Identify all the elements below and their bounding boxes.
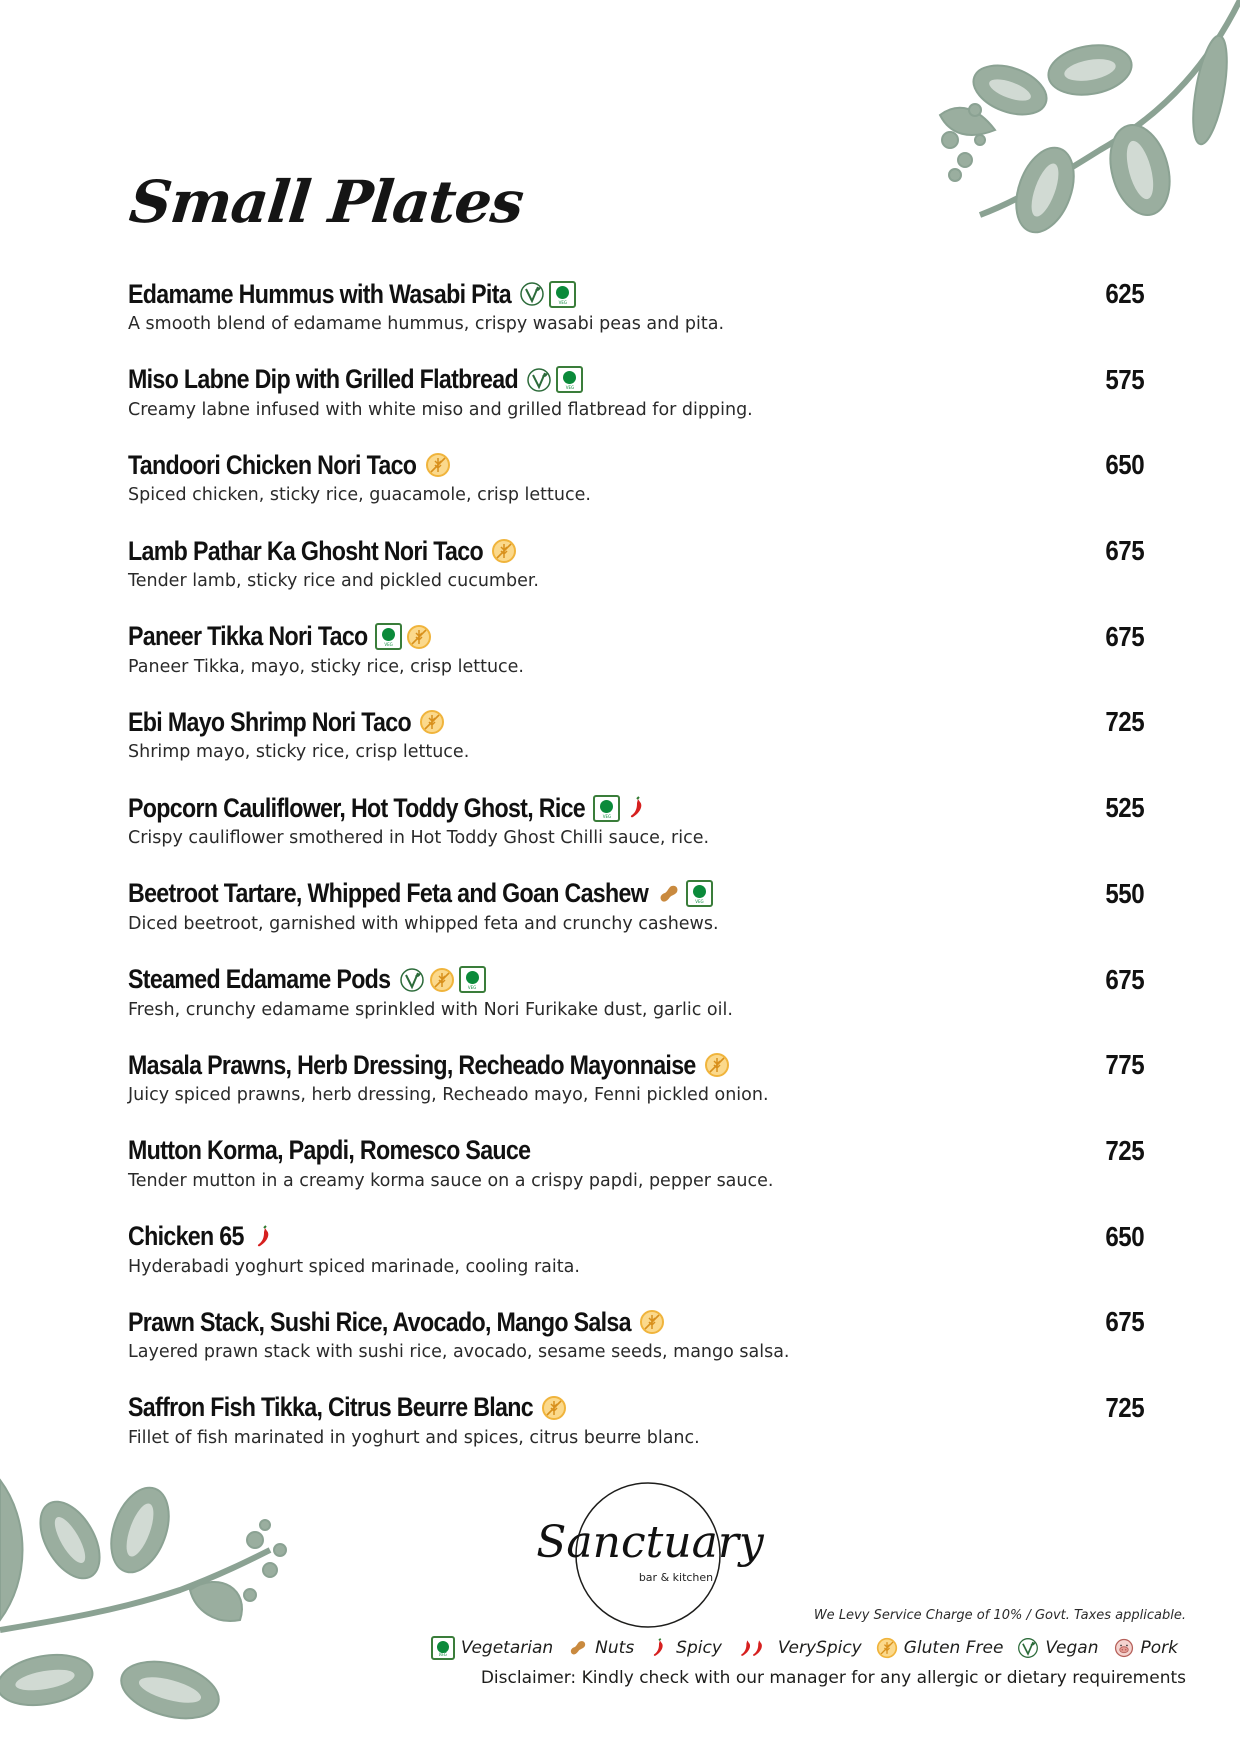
dietary-icons: [593, 795, 650, 822]
menu-item-price: 625: [1105, 278, 1144, 309]
menu-item-description: Fillet of fish marinated in yoghurt and spices, citrus beurre blanc.: [128, 1427, 700, 1448]
menu-item-title-row: [128, 790, 1144, 826]
spicy-icon: [648, 1637, 670, 1659]
gluten-free-icon: [639, 1309, 665, 1335]
veg-icon: [431, 1636, 455, 1660]
dietary-icons: [419, 709, 445, 735]
menu-item-title-row: [128, 1219, 1144, 1255]
menu-item-description: Creamy labne infused with white miso and grilled flatbread for dipping.: [128, 399, 753, 420]
pork-icon: [1113, 1637, 1135, 1659]
menu-item-name: Steamed Edamame Pods: [128, 964, 391, 994]
dietary-icons: [251, 1224, 277, 1250]
menu-item-name: Chicken 65: [128, 1221, 244, 1252]
legend-label: Gluten Free: [903, 1638, 1004, 1658]
menu-item-title-row: [128, 1047, 1144, 1083]
menu-item-title-row: [128, 1304, 1144, 1340]
menu-item-title-row: [128, 533, 1144, 569]
gluten-free-icon: [406, 624, 432, 650]
dietary-icons: [399, 966, 486, 993]
menu-item-description: Layered prawn stack with sushi rice, avocado, sesame seeds, mango salsa.: [128, 1342, 790, 1363]
menu-item-price: 525: [1105, 792, 1144, 824]
menu-item-name: Tandoori Chicken Nori Taco: [128, 449, 417, 480]
menu-item-price: 725: [1105, 706, 1144, 738]
menu-item-title-row: [128, 619, 1144, 655]
menu-item: [128, 1304, 1144, 1390]
menu-item-description: Tender mutton in a creamy korma sauce on a crispy papdi, pepper sauce.: [128, 1170, 774, 1191]
menu-item-price: 725: [1105, 1391, 1144, 1423]
menu-item-price: 650: [1105, 449, 1144, 481]
spicy-icon: [624, 795, 650, 821]
menu-item-description: Fresh, crunchy edamame sprinkled with Nori Furikake dust, garlic oil.: [128, 999, 733, 1020]
menu-item-name: Beetroot Tartare, Whipped Feta and Goan Cashew: [128, 878, 649, 909]
legend-label: Nuts: [595, 1638, 635, 1658]
very-spicy-icon: [736, 1637, 772, 1659]
menu-item: [128, 876, 1144, 962]
menu-item: [128, 362, 1144, 448]
menu-item-description: Juicy spiced prawns, herb dressing, Recheado mayo, Fenni pickled onion.: [128, 1085, 769, 1106]
menu-item-name: Prawn Stack, Sushi Rice, Avocado, Mango Salsa: [128, 1306, 631, 1337]
vegan-icon: [519, 281, 545, 307]
gluten-free-icon: [541, 1395, 567, 1421]
menu-item-price: 650: [1105, 1220, 1144, 1252]
menu-item: [128, 533, 1144, 619]
menu-item-title-row: [128, 276, 1144, 312]
disclaimer: Disclaimer: Kindly check with our manager for any allergic or dietary requirements: [480, 1668, 1186, 1688]
section-title: Small Plates: [126, 168, 527, 236]
menu-item-description: Shrimp mayo, sticky rice, crisp lettuce.: [128, 742, 470, 763]
spicy-icon: [251, 1224, 277, 1250]
veg-icon: [593, 795, 620, 822]
menu-item-description: Paneer Tikka, mayo, sticky rice, crisp lettuce.: [128, 656, 524, 677]
legend-label: Vegetarian: [460, 1638, 554, 1658]
icon-legend: [431, 1636, 1186, 1660]
menu-item-title-row: [128, 876, 1144, 912]
menu-item: [128, 1047, 1144, 1133]
menu-item-name: Edamame Hummus with Wasabi Pita: [128, 278, 511, 309]
menu-item-price: 675: [1105, 963, 1144, 995]
dietary-icons: [526, 366, 583, 393]
menu-item-description: Spiced chicken, sticky rice, guacamole, crisp lettuce.: [128, 485, 591, 506]
menu-item-name: Lamb Pathar Ka Ghosht Nori Taco: [128, 535, 483, 566]
sanctuary-logo: [536, 1475, 764, 1635]
menu-item-name: Masala Prawns, Herb Dressing, Recheado Mayonnaise: [128, 1049, 696, 1080]
gluten-free-icon: [425, 452, 451, 478]
legend-label: Vegan: [1045, 1638, 1099, 1658]
menu-item-name: Paneer Tikka Nori Taco: [128, 621, 368, 652]
dietary-icons: [541, 1395, 567, 1421]
nuts-icon: [567, 1637, 589, 1659]
dietary-icons: [656, 880, 713, 907]
menu-item: [128, 962, 1144, 1048]
gluten-free-icon: [419, 709, 445, 735]
menu-item-price: 675: [1105, 1306, 1144, 1338]
veg-icon: [459, 966, 486, 993]
vegan-icon: [526, 367, 552, 393]
menu-item-description: Hyderabadi yoghurt spiced marinade, cooling raita.: [128, 1256, 580, 1277]
vegan-icon: [399, 967, 425, 993]
service-charge-note: We Levy Service Charge of 10% / Govt. Taxes applicable.: [813, 1608, 1186, 1623]
menu-item-description: Diced beetroot, garnished with whipped feta and crunchy cashews.: [128, 913, 719, 934]
dietary-icons: [704, 1052, 730, 1078]
menu-item-name: Miso Labne Dip with Grilled Flatbread: [128, 364, 518, 395]
menu-item-description: Tender lamb, sticky rice and pickled cucumber.: [128, 571, 539, 592]
menu-item: [128, 704, 1144, 790]
veg-icon: [375, 623, 402, 650]
veg-icon: [549, 281, 576, 308]
menu-item-price: 675: [1105, 535, 1144, 567]
menu-item-name: Mutton Korma, Papdi, Romesco Sauce: [128, 1135, 531, 1166]
gluten-free-icon: [704, 1052, 730, 1078]
menu-item-title-row: [128, 1133, 1144, 1169]
logo-script-text: Sanctuary: [536, 1517, 764, 1568]
menu-item: [128, 1390, 1144, 1476]
legend-label: Pork: [1140, 1638, 1178, 1658]
dietary-icons: [375, 623, 432, 650]
menu-item-title-row: [128, 447, 1144, 483]
menu-item-title-row: [128, 1390, 1144, 1426]
menu-item-description: A smooth blend of edamame hummus, crispy wasabi peas and pita.: [128, 314, 725, 334]
menu-item-name: Popcorn Cauliflower, Hot Toddy Ghost, Rice: [128, 792, 586, 823]
menu-item: [128, 1133, 1144, 1219]
legend-label: VerySpicy: [777, 1638, 862, 1658]
gluten-free-icon: [429, 967, 455, 993]
menu-item-price: 775: [1105, 1049, 1144, 1081]
menu-item-price: 725: [1105, 1134, 1144, 1166]
menu-item: [128, 619, 1144, 705]
menu-item: [128, 790, 1144, 876]
dietary-icons: [519, 281, 576, 308]
menu-item-title-row: [128, 362, 1144, 398]
menu-item-price: 675: [1105, 620, 1144, 652]
nuts-icon: [656, 881, 682, 907]
menu-item-price: 575: [1105, 363, 1144, 395]
dietary-icons: [491, 538, 517, 564]
vegan-icon: [1017, 1637, 1039, 1659]
menu-list: [128, 276, 1144, 1476]
menu-item: [128, 447, 1144, 533]
olive-branch-decoration-top: [940, 0, 1240, 270]
menu-item-title-row: [128, 962, 1144, 998]
veg-icon: [556, 366, 583, 393]
menu-item: [128, 1219, 1144, 1305]
veg-icon: [686, 880, 713, 907]
dietary-icons: [639, 1309, 665, 1335]
menu-item-name: Saffron Fish Tikka, Citrus Beurre Blanc: [128, 1392, 534, 1423]
logo-sub-text: bar & kitchen: [638, 1571, 714, 1584]
menu-item-name: Ebi Mayo Shrimp Nori Taco: [128, 706, 411, 737]
menu-item: [128, 276, 1144, 362]
legend-label: Spicy: [676, 1638, 722, 1658]
gluten-free-icon: [876, 1637, 898, 1659]
olive-branch-decoration-bottom: [0, 1480, 300, 1753]
gluten-free-icon: [491, 538, 517, 564]
menu-item-title-row: [128, 704, 1144, 740]
menu-item-price: 550: [1105, 877, 1144, 909]
dietary-icons: [425, 452, 451, 478]
menu-item-description: Crispy cauliflower smothered in Hot Toddy Ghost Chilli sauce, rice.: [128, 828, 710, 849]
